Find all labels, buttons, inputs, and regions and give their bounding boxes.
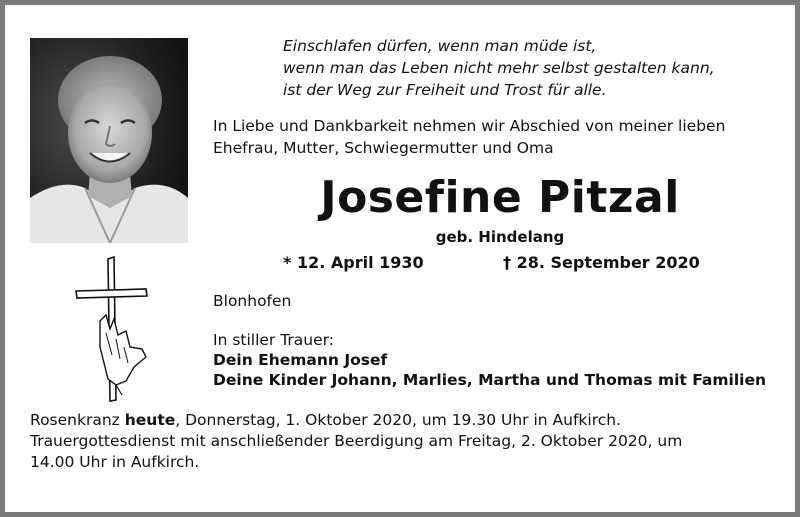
maiden-name: geb. Hindelang [435, 228, 565, 246]
funeral-line: Trauergottesdienst mit anschließender Beerdigung am Freitag, 2. Oktober 2020, um [30, 432, 683, 450]
farewell-intro [213, 115, 725, 159]
verse-line: wenn man das Leben nicht mehr selbst gestalten kann, [283, 59, 715, 77]
rosary-line [30, 410, 682, 431]
memorial-verse [283, 35, 715, 101]
funeral-line: 14.00 Uhr in Aufkirch. [30, 453, 200, 471]
portrait-photo [30, 38, 188, 243]
mourners-heading: In stiller Trauer: [213, 331, 334, 349]
birth-date: * 12. April 1930 [283, 253, 424, 272]
residence-place: Blonhofen [213, 292, 292, 310]
mourner-children: Deine Kinder Johann, Marlies, Martha und Thomas mit Familien [213, 371, 767, 389]
cross-with-hand-icon [70, 255, 160, 403]
mourner-spouse: Dein Ehemann Josef [213, 351, 388, 369]
death-date: † 28. September 2020 [503, 253, 700, 272]
intro-line: Ehefrau, Mutter, Schwiegermutter und Oma [213, 139, 554, 157]
deceased-name: Josefine Pitzal [320, 172, 680, 223]
intro-line: In Liebe und Dankbarkeit nehmen wir Abschied von meiner lieben [213, 117, 726, 135]
service-info [30, 410, 682, 473]
rosary-today: heute [124, 411, 176, 429]
rosary-prefix: Rosenkranz [30, 411, 125, 429]
mourners-block [213, 330, 766, 390]
verse-line: Einschlafen dürfen, wenn man müde ist, [283, 37, 597, 55]
rosary-details: , Donnerstag, 1. Oktober 2020, um 19.30 Uhr in Aufkirch. [175, 411, 621, 429]
verse-line: ist der Weg zur Freiheit und Trost für alle. [283, 81, 607, 99]
